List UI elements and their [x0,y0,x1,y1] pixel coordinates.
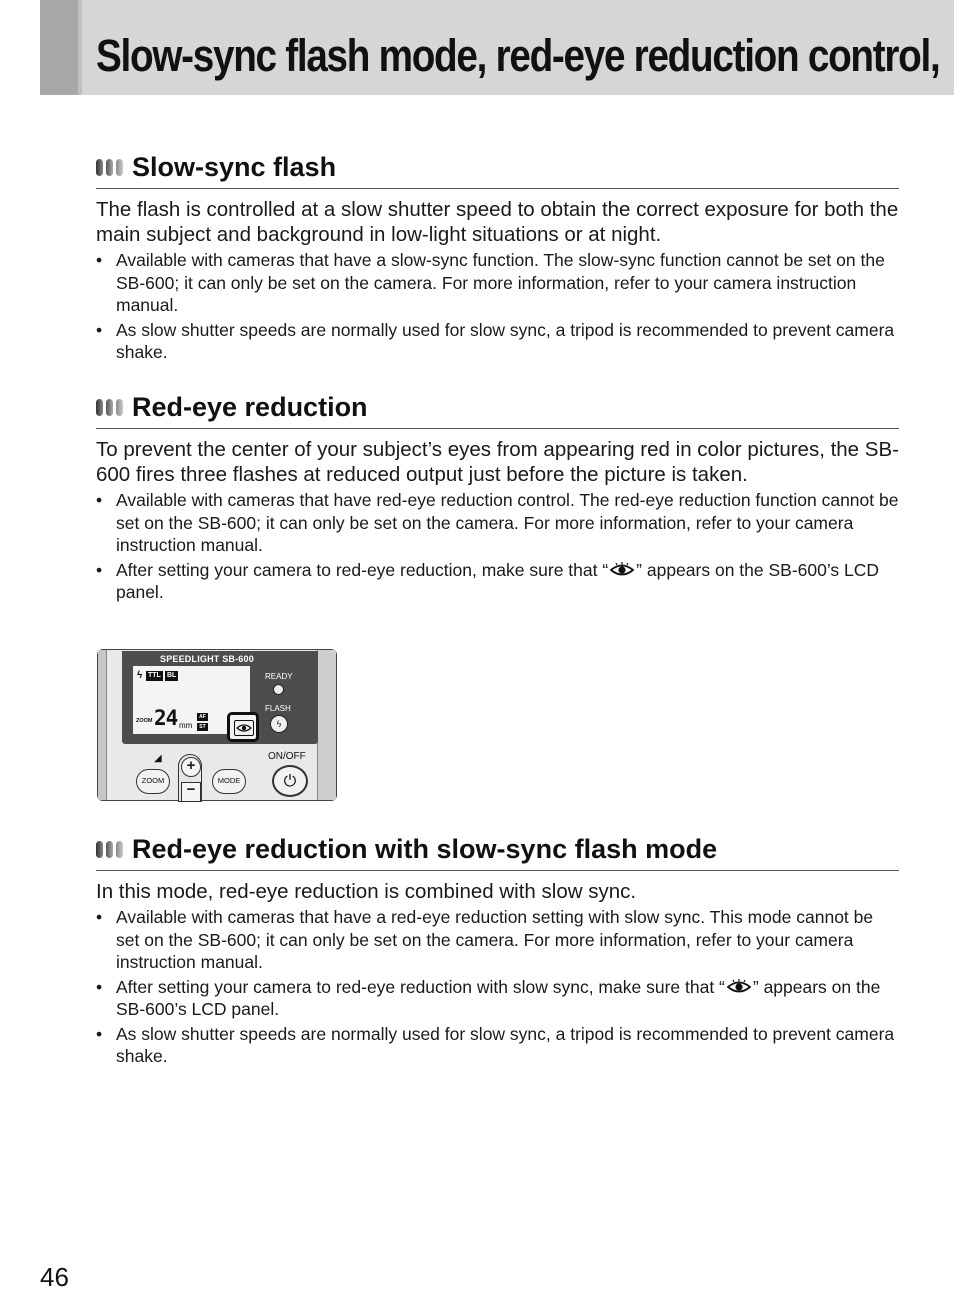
bullet-text-before: After setting your camera to red-eye reduction, make sure that “ [116,559,609,580]
bullet-list [96,906,899,1068]
list-item [96,559,899,604]
panel-side-left [98,650,107,800]
section-intro: To prevent the center of your subject’s eyes from appearing red in color pictures, the SB-600 fires three flashes at reduced output just before the picture is taken. [96,438,899,486]
illumination-icon: ◢ [154,753,162,764]
flash-button[interactable]: ϟ [270,715,288,733]
red-eye-reduction-icon [727,979,751,995]
bullet-text-after: ” appears on the SB-600’s LCD panel. [116,976,881,1019]
ready-lamp [273,684,284,695]
mode-button[interactable]: MODE [212,769,246,794]
bl-indicator: BL [167,672,177,679]
section-heading [96,832,899,871]
list-item: • Available with cameras that have red-eye reduction control. The red-eye reduction function cannot be set on the SB-600; it can only be set on the camera. For more information, refer to your camera instruction manual. [96,489,899,557]
list-item: • As slow shutter speeds are normally used for slow sync, a tripod is recommended to prevent camera shake. [96,1023,899,1068]
section-title: Red-eye reduction with slow-sync flash mode [132,833,718,864]
minus-button[interactable]: − [181,782,201,802]
section-slow-sync-flash [96,150,899,366]
bullet-text-after: ” appears on the SB-600’s LCD panel. [116,559,880,602]
power-button[interactable]: ⏻ [272,765,308,797]
flash-symbol-icon: ϟ [137,670,143,681]
section-intro: In this mode, red-eye reduction is combined with slow sync. [96,880,637,903]
red-eye-highlight-box [227,712,259,742]
flash-label: FLASH [265,704,291,713]
section-red-eye-reduction [96,390,899,606]
section-heading [96,390,899,429]
zoom-unit: mm [179,721,193,730]
lcd-title: SPEEDLIGHT SB-600 [160,654,254,664]
plus-button[interactable]: + [181,757,201,777]
lcd-housing [122,651,318,744]
st-indicator: ST [197,723,208,731]
bullet-list [96,489,899,604]
red-eye-reduction-icon [610,562,634,578]
red-eye-reduction-icon [235,721,253,735]
ready-label: READY [265,672,293,681]
list-item [96,976,899,1021]
zoom-value: 24 [154,706,178,730]
af-indicator: AF [197,713,208,721]
on-off-label: ON/OFF [268,751,306,762]
zoom-indicator: ZOOM [136,718,153,724]
red-eye-frame [234,720,254,736]
sb600-lcd-panel-illustration [97,649,337,801]
section-intro: The flash is controlled at a slow shutter speed to obtain the correct exposure for both the main subject and background in low-light situations or at night. [96,198,899,246]
panel-side-right [317,650,336,800]
list-item: • As slow shutter speeds are normally used for slow sync, a tripod is recommended to prevent camera shake. [96,319,899,364]
section-red-eye-slow-sync [96,832,899,1070]
section-title: Slow-sync flash [132,151,337,182]
section-title: Red-eye reduction [132,391,368,422]
list-item: • Available with cameras that have a slow-sync function. The slow-sync function cannot be set on the SB-600; it can only be set on the camera. For more information, refer to your camera instruction manual. [96,249,899,317]
section-heading [96,150,899,189]
section-marker-icon [96,159,123,176]
page-number: 46 [40,1262,69,1292]
plus-minus-buttons [178,754,202,802]
section-marker-icon [96,399,123,416]
title-bar-edge [40,0,78,95]
title-bar-edge-inner [78,0,82,95]
lcd-screen [133,666,250,734]
bullet-list [96,249,899,364]
page-title: Slow-sync flash mode, red-eye reduction control, [96,30,940,81]
zoom-button[interactable]: ZOOM [136,769,170,794]
list-item: • Available with cameras that have a red-eye reduction setting with slow sync. This mode cannot be set on the SB-600; it can only be set on the camera. For more information, refer to your camera instruction manual. [96,906,899,974]
ttl-indicator: TTL [148,672,161,679]
bullet-text-before: After setting your camera to red-eye reduction with slow sync, make sure that “ [116,976,725,997]
section-marker-icon [96,841,123,858]
